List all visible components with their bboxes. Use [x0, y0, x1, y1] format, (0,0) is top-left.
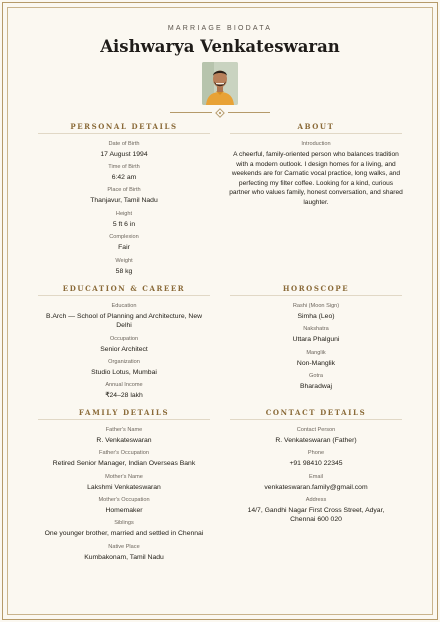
field-organization: [38, 359, 210, 377]
field-value: Fair: [118, 244, 130, 251]
field-value: Senior Architect: [100, 346, 148, 353]
field-mothers-occupation: [38, 497, 210, 515]
field-value: Thanjavur, Tamil Nadu: [90, 197, 158, 204]
field-manglik: [230, 350, 402, 368]
field-label: Phone: [307, 450, 325, 456]
field-mothers-name: [38, 474, 210, 492]
field-value: +91 98410 22345: [289, 460, 343, 467]
profile-photo-illustration: [202, 62, 238, 105]
field-label: Height: [115, 211, 133, 217]
diamond-ornament-icon: [215, 108, 225, 118]
field-fathers-occupation: [32, 450, 216, 468]
field-label: Siblings: [114, 520, 134, 526]
field-value: Uttara Phalguni: [292, 336, 340, 343]
field-value: Bharadwaj: [299, 383, 333, 390]
header-ornament: [0, 107, 440, 119]
field-value: 17 August 1994: [100, 151, 148, 158]
ornament-line-right: [228, 112, 270, 113]
field-value: Studio Lotus, Mumbai: [91, 369, 157, 376]
field-label: Date of Birth: [108, 141, 140, 147]
field-value: Homemaker: [105, 507, 143, 514]
field-value: Retired Senior Manager, Indian Overseas Bank: [52, 460, 196, 467]
field-value: Kumbakonam, Tamil Nadu: [84, 554, 164, 561]
field-value: 5 ft 6 in: [112, 221, 136, 228]
field-annual-income: [38, 382, 210, 400]
field-label: Complexion: [109, 234, 139, 240]
field-value: 6:42 am: [111, 174, 137, 181]
field-label: Native Place: [108, 544, 140, 550]
ornament-line-left: [170, 112, 212, 113]
profile-photo: [202, 62, 238, 105]
field-address: [236, 497, 396, 524]
field-time-of-birth: [38, 164, 210, 182]
field-label: Organization: [108, 359, 140, 365]
field-label: Father's Name: [105, 427, 143, 433]
field-value: Simha (Leo): [297, 313, 335, 320]
field-weight: [38, 258, 210, 276]
field-email: [230, 474, 402, 492]
family-details-rule: [38, 419, 210, 420]
field-label: Education: [111, 303, 137, 309]
field-value: Non-Manglik: [296, 360, 336, 367]
field-label: Mother's Occupation: [98, 497, 150, 503]
field-value: 58 kg: [115, 268, 133, 275]
field-label: Father's Occupation: [99, 450, 149, 456]
contact-details-title: CONTACT DETAILS: [265, 408, 367, 417]
field-label: Time of Birth: [108, 164, 140, 170]
field-native-place: [38, 544, 210, 562]
field-label: Gotra: [309, 373, 323, 379]
field-gotra: [230, 373, 402, 391]
personal-details-title: PERSONAL DETAILS: [70, 122, 178, 131]
personal-details-rule: [38, 133, 210, 134]
field-label: Manglik: [306, 350, 326, 356]
field-label: Nakshatra: [303, 326, 329, 332]
field-phone: [230, 450, 402, 468]
horoscope-rule: [230, 295, 402, 296]
field-label: Introduction: [301, 141, 331, 147]
field-value: One younger brother, married and settled in Chennai: [44, 530, 204, 537]
field-value: ₹24–28 lakh: [105, 392, 143, 399]
field-label: Contact Person: [296, 427, 336, 433]
field-value: 14/7, Gandhi Nagar First Cross Street, Adyar, Chennai 600 020: [247, 507, 385, 523]
field-label: Rashi (Moon Sign): [292, 303, 340, 309]
education-career-title: EDUCATION & CAREER: [62, 284, 186, 293]
field-fathers-name: [38, 427, 210, 445]
education-career-rule: [38, 295, 210, 296]
field-value: R. Venkateswaran (Father): [275, 437, 357, 444]
field-place-of-birth: [38, 187, 210, 205]
field-introduction: [230, 141, 402, 148]
field-label: Address: [305, 497, 327, 503]
about-introduction-text: A cheerful, family-oriented person who balances tradition with a modern outlook. I design homes for a living, and weekends are for Carnatic vocal practice, long walks, and perfecting my filter coffee. Looking for a kind, curious partner who values family, honest conversation, and shared laughter.: [229, 151, 403, 206]
field-value: R. Venkateswaran: [96, 437, 152, 444]
field-nakshatra: [230, 326, 402, 344]
field-siblings: [18, 520, 230, 538]
field-label: Email: [309, 474, 323, 480]
field-value: venkateswaran.family@gmail.com: [264, 484, 368, 491]
field-rashi: [230, 303, 402, 321]
field-contact-person: [230, 427, 402, 445]
family-details-title: FAMILY DETAILS: [78, 408, 170, 417]
field-label: Weight: [115, 258, 133, 264]
about-title: ABOUT: [297, 122, 335, 131]
about-rule: [230, 133, 402, 134]
field-complexion: [38, 234, 210, 252]
field-label: Annual Income: [105, 382, 143, 388]
field-label: Occupation: [109, 336, 139, 342]
contact-details-rule: [230, 419, 402, 420]
document-kicker: MARRIAGE BIODATA: [167, 25, 273, 32]
field-value: Lakshmi Venkateswaran: [87, 484, 161, 491]
horoscope-title: HOROSCOPE: [282, 284, 350, 293]
field-label: Mother's Name: [105, 474, 143, 480]
field-height: [38, 211, 210, 229]
field-date-of-birth: [38, 141, 210, 159]
field-label: Place of Birth: [107, 187, 141, 193]
field-education: [40, 303, 208, 330]
field-occupation: [38, 336, 210, 354]
field-value: B.Arch — School of Planning and Architecture, New Delhi: [45, 313, 203, 329]
candidate-name: Aishwarya Venkateswaran: [100, 37, 340, 56]
